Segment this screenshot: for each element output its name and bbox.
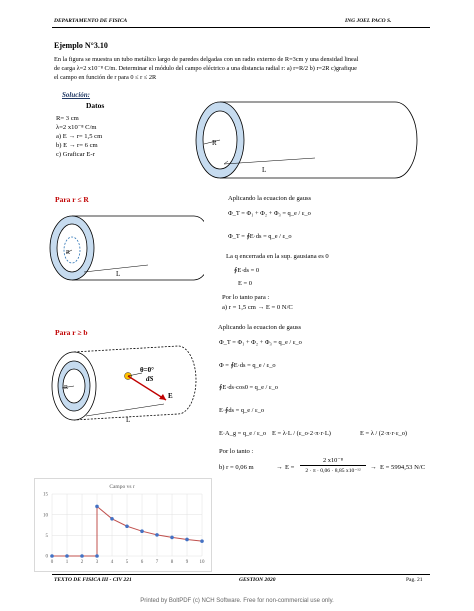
datos-item: c) Graficar E-r: [56, 151, 95, 158]
x-tick-label: 5: [125, 560, 129, 565]
length-label: L: [126, 416, 131, 424]
ds-label: dS: [146, 375, 154, 383]
case2-b-result: E = 5994,53 N/C: [380, 464, 426, 471]
x-tick-label: 1: [65, 560, 69, 565]
x-tick-label: 2: [80, 560, 84, 565]
case2-b-arrow-2: →: [370, 464, 377, 471]
case2-b-e: E =: [285, 464, 295, 471]
case2-eq5a: E·A_g = q_e / ε_o: [219, 430, 267, 437]
chart-title: Campo vs r: [109, 484, 135, 490]
footer-course: TEXTO DE FISICA III - CIV 221: [54, 577, 132, 583]
footer-page: Pag. 21: [406, 577, 423, 583]
data-point: [95, 505, 99, 509]
field-vs-r-chart: [34, 478, 210, 570]
x-tick-label: 7: [155, 560, 159, 565]
datos-item: λ=2 x10⁻⁸ C/m: [56, 124, 97, 131]
case2-eq3: ∮E·ds·cos0 = q_e / ε_o: [219, 384, 278, 391]
statement-line: En la figura se muestra un tubo metálico largo de paredes delgadas con un radio externo de R=3cm y una densidad lineal: [54, 56, 359, 63]
chart-ticks: [43, 493, 205, 565]
x-tick-label: 3: [95, 560, 99, 565]
problem-statement: [54, 55, 434, 82]
case2-title: Para r ≥ b: [55, 328, 88, 337]
case2-b-denominator: 2 · π · 0,06 · 8,85 x10⁻¹²: [305, 468, 361, 474]
case1-int-zero: ∮E·ds = 0: [234, 267, 260, 274]
header-rule: [52, 27, 430, 28]
case1-figure: [44, 208, 204, 292]
statement-line: el campo en función de r para 0 ≤ r ≤ 2R: [54, 74, 157, 81]
case2-b-numerator: 2 x10⁻⁸: [323, 457, 343, 464]
print-watermark: Printed by BoltPDF (c) NCH Software. Free for non-commercial use only.: [140, 598, 334, 604]
y-tick-label: 5: [45, 534, 48, 540]
data-point: [140, 529, 144, 533]
example-title: Ejemplo N°3.10: [54, 41, 108, 50]
data-point: [170, 536, 174, 540]
case1-e-zero: E = 0: [238, 280, 252, 287]
datos-item: a) E → r= 1,5 cm: [56, 133, 103, 140]
case1-eq1: Φ_T = Φ₁ + Φ₂ + Φ₃ = q_e / ε_o: [228, 210, 311, 217]
case1-enclosed: La q encerrada en la sup. gausiana es 0: [226, 253, 329, 260]
case2-figure: [46, 338, 216, 433]
case1-eq2: Φ_T = ∮E·ds = q_e / ε_o: [228, 233, 292, 240]
data-point: [110, 517, 114, 521]
solution-label: Solución:: [62, 91, 91, 99]
case2-intro: Aplicando la ecuacion de gauss: [218, 324, 302, 331]
case2-eq2: Φ = ∮E·ds = q_e / ε_o: [219, 362, 276, 369]
case2-por-lo-tanto: Por lo tanto :: [219, 448, 254, 455]
case2-eq5c: E = λ / (2·π·r·ε_o): [360, 430, 408, 437]
x-tick-label: 4: [110, 560, 114, 565]
footer-rule: [52, 574, 430, 575]
y-tick-label: 10: [43, 513, 48, 519]
case1-por-lo-tanto: Por lo tanto para :: [222, 294, 270, 301]
header-author: ING JOEL PACO S.: [345, 18, 392, 24]
data-point: [80, 554, 84, 558]
datos-item: R= 3 cm: [56, 115, 79, 122]
theta-label: θ=0°: [140, 366, 154, 374]
data-point: [95, 554, 99, 558]
case1-title: Para r ≤ R: [55, 195, 89, 204]
case2-eq4: E·∮ds = q_e / ε_o: [219, 407, 265, 414]
x-tick-label: 10: [199, 560, 205, 565]
radius-label: R: [212, 139, 217, 147]
header-department: DEPARTAMENTO DE FISICA: [54, 18, 128, 24]
x-tick-label: 0: [50, 560, 54, 565]
data-point: [65, 554, 69, 558]
x-tick-label: 9: [185, 560, 189, 565]
case2-b-arrow: →: [276, 464, 283, 471]
x-tick-label: 6: [140, 560, 144, 565]
x-tick-label: 8: [170, 560, 174, 565]
data-point: [185, 538, 189, 542]
length-label: L: [262, 166, 267, 174]
tube-figure: [190, 90, 430, 190]
case1-intro: Aplicando la ecuacion de gauss: [228, 195, 312, 202]
statement-line: de carga λ=2 x10⁻⁸ C/m. Determinar el módulo del campo eléctrico a una distancia radial r: a) r=R/2 b) r=2R c)grafique: [54, 65, 357, 72]
y-tick-label: 15: [43, 492, 48, 498]
field-label: E: [168, 392, 173, 400]
case2-eq5b: E = λ·L / (ε_o·2·π·r·L): [272, 430, 331, 437]
case1-result: a) r = 1,5 cm → E = 0 N/C: [222, 304, 293, 311]
y-tick-label: 0: [45, 554, 48, 560]
datos-list: [56, 114, 102, 159]
data-point: [125, 524, 129, 528]
case2-b-label: b) r = 0,06 m: [219, 464, 254, 471]
datos-item: b) E → r= 6 cm: [56, 142, 98, 149]
data-point: [200, 539, 204, 543]
length-label: L: [116, 270, 121, 278]
radius-label: R: [66, 250, 71, 256]
data-point: [50, 554, 54, 558]
fraction-bar: [300, 465, 366, 466]
radius-label: R: [64, 385, 69, 391]
footer-term: GESTION 2020: [239, 577, 276, 583]
case2-eq1: Φ_T = Φ₁ + Φ₂ + Φ₃ = q_e / ε_o: [219, 339, 302, 346]
datos-label: Datos: [86, 101, 105, 110]
data-point: [155, 533, 159, 537]
